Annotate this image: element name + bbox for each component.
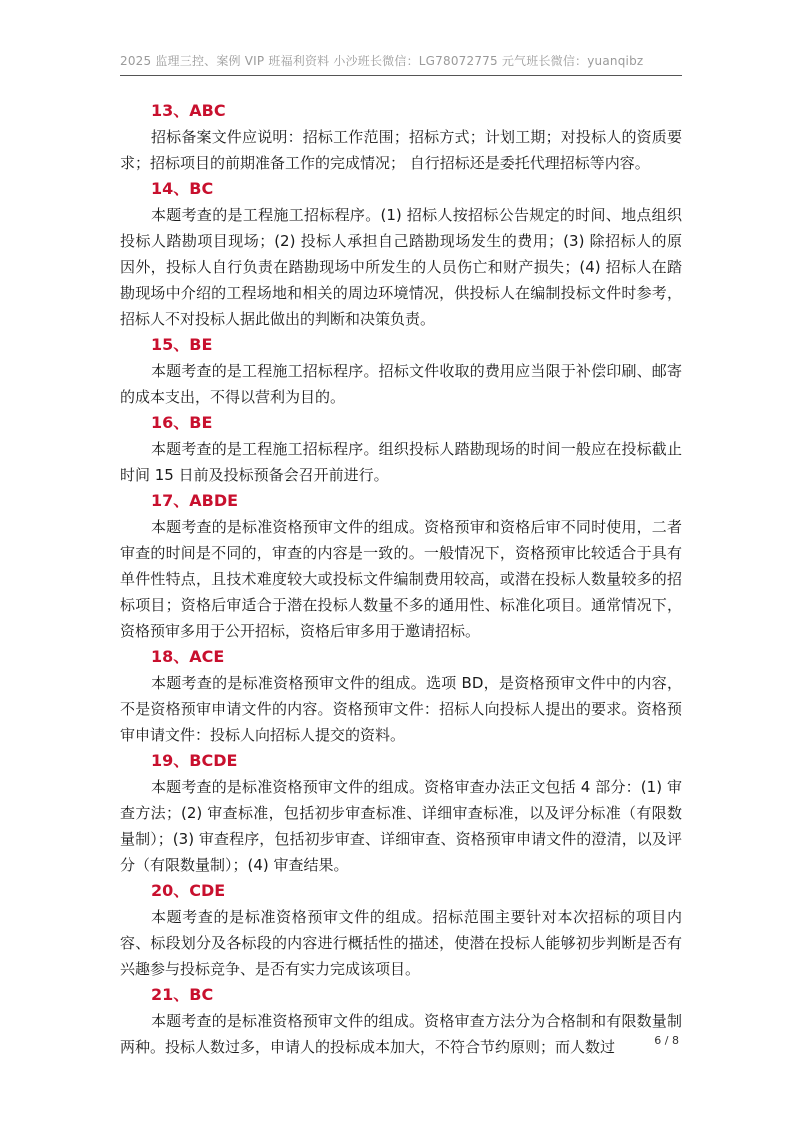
answer-title: 16、BE	[151, 413, 213, 432]
answer-title: 15、BE	[151, 335, 213, 354]
answer-list	[120, 98, 682, 1060]
answer-explanation: 招标备案文件应说明：招标工作范围；招标方式；计划工期；对投标人的资质要求；招标项目的前期准备工作的完成情况； 自行招标还是委托代理招标等内容。	[120, 128, 682, 172]
answer-explanation: 本题考查的是工程施工招标程序。(1) 招标人按招标公告规定的时间、地点组织投标人踏勘项目现场；(2) 投标人承担自己踏勘现场发生的费用；(3) 除招标人的原因外，投标人自行负责在踏勘现场中所发生的人员伤亡和财产损失；(4) 招标人在踏勘现场中介绍的工程场地和相关的周边环境情况，供投标人在编制投标文件时参考，招标人不对投标人据此做出的判断和决策负责。	[120, 206, 682, 328]
answer-item-14	[120, 176, 682, 332]
answer-explanation: 本题考查的是标准资格预审文件的组成。资格预审和资格后审不同时使用，二者审查的时间是不同的，审查的内容是一致的。一般情况下，资格预审比较适合于具有单件性特点，且技术难度较大或投标文件编制费用较高，或潜在投标人数量较多的招标项目；资格后审适合于潜在投标人数量不多的通用性、标准化项目。通常情况下，资格预审多用于公开招标，资格后审多用于邀请招标。	[120, 518, 682, 640]
answer-item-17	[120, 488, 682, 644]
header-divider	[120, 75, 682, 76]
answer-title: 18、ACE	[151, 647, 225, 666]
answer-item-19	[120, 748, 682, 878]
answer-explanation: 本题考查的是标准资格预审文件的组成。选项 BD，是资格预审文件中的内容，不是资格预审申请文件的内容。资格预审文件：招标人向投标人提出的要求。资格预审申请文件：投标人向招标人提交的资料。	[120, 674, 682, 744]
answer-explanation: 本题考查的是标准资格预审文件的组成。招标范围主要针对本次招标的项目内容、标段划分及各标段的内容进行概括性的描述，使潜在投标人能够初步判断是否有兴趣参与投标竞争、是否有实力完成该项目。	[120, 908, 682, 978]
answer-title: 19、BCDE	[151, 751, 238, 770]
answer-item-16	[120, 410, 682, 488]
answer-explanation: 本题考查的是标准资格预审文件的组成。资格审查办法正文包括 4 部分：(1) 审查方法；(2) 审查标准，包括初步审查标准、详细审查标准，以及评分标准（有限数量制）；(3) 审查程序，包括初步审查、详细审查、资格预审申请文件的澄清，以及评分（有限数量制）；(4) 审查结果。	[120, 778, 682, 874]
answer-item-20	[120, 878, 682, 982]
answer-explanation: 本题考查的是工程施工招标程序。组织投标人踏勘现场的时间一般应在投标截止时间 15 日前及投标预备会召开前进行。	[120, 440, 682, 484]
answer-item-21	[120, 982, 682, 1060]
answer-title: 20、CDE	[151, 881, 226, 900]
answer-item-18	[120, 644, 682, 748]
answer-title: 13、ABC	[151, 101, 226, 120]
answer-item-15	[120, 332, 682, 410]
answer-title: 21、BC	[151, 985, 214, 1004]
page-header: 2025 监理三控、案例 VIP 班福利资料 小沙班长微信：LG78072775 元气班长微信：yuanqibz	[120, 54, 644, 68]
answer-title: 17、ABDE	[151, 491, 239, 510]
page-number: 6 / 8	[654, 1034, 679, 1047]
answer-explanation: 本题考查的是标准资格预审文件的组成。资格审查方法分为合格制和有限数量制两种。投标人数过多，申请人的投标成本加大，不符合节约原则；而人数过	[120, 1012, 682, 1056]
answer-item-13	[120, 98, 682, 176]
answer-title: 14、BC	[151, 179, 214, 198]
answer-explanation: 本题考查的是工程施工招标程序。招标文件收取的费用应当限于补偿印刷、邮寄的成本支出，不得以营利为目的。	[120, 362, 682, 406]
